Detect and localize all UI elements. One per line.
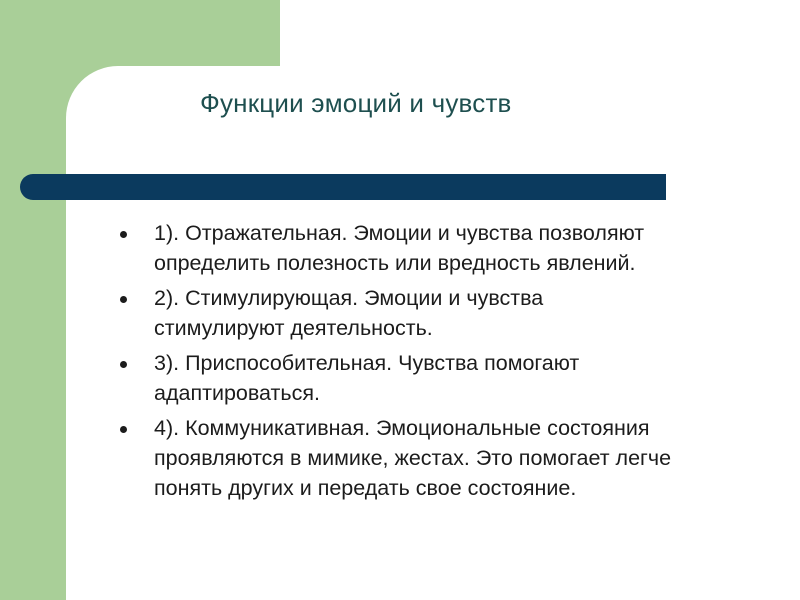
bullet-dot-icon — [120, 296, 127, 303]
bullet-text: 3). Приспособительная. Чувства помогают адаптироваться. — [154, 351, 580, 405]
bullet-dot-icon — [120, 361, 127, 368]
bullet-list — [118, 218, 678, 508]
bullet-text: 1). Отражательная. Эмоции и чувства позволяют определить полезность или вредность явлений. — [154, 221, 645, 275]
bullet-item-1 — [118, 218, 678, 278]
bullet-text: 4). Коммуникативная. Эмоциональные состояния проявляются в мимике, жестах. Это помогает легче понять других и передать свое состояние. — [154, 416, 672, 500]
bullet-item-4 — [118, 413, 678, 503]
slide-title: Функции эмоций и чувств — [200, 88, 512, 118]
bullet-item-2 — [118, 283, 678, 343]
bullet-text: 2). Стимулирующая. Эмоции и чувства стимулируют деятельность. — [154, 286, 544, 340]
bullet-item-3 — [118, 348, 678, 408]
bullet-dot-icon — [120, 231, 127, 238]
bullet-dot-icon — [120, 426, 127, 433]
divider-bar — [20, 174, 666, 200]
